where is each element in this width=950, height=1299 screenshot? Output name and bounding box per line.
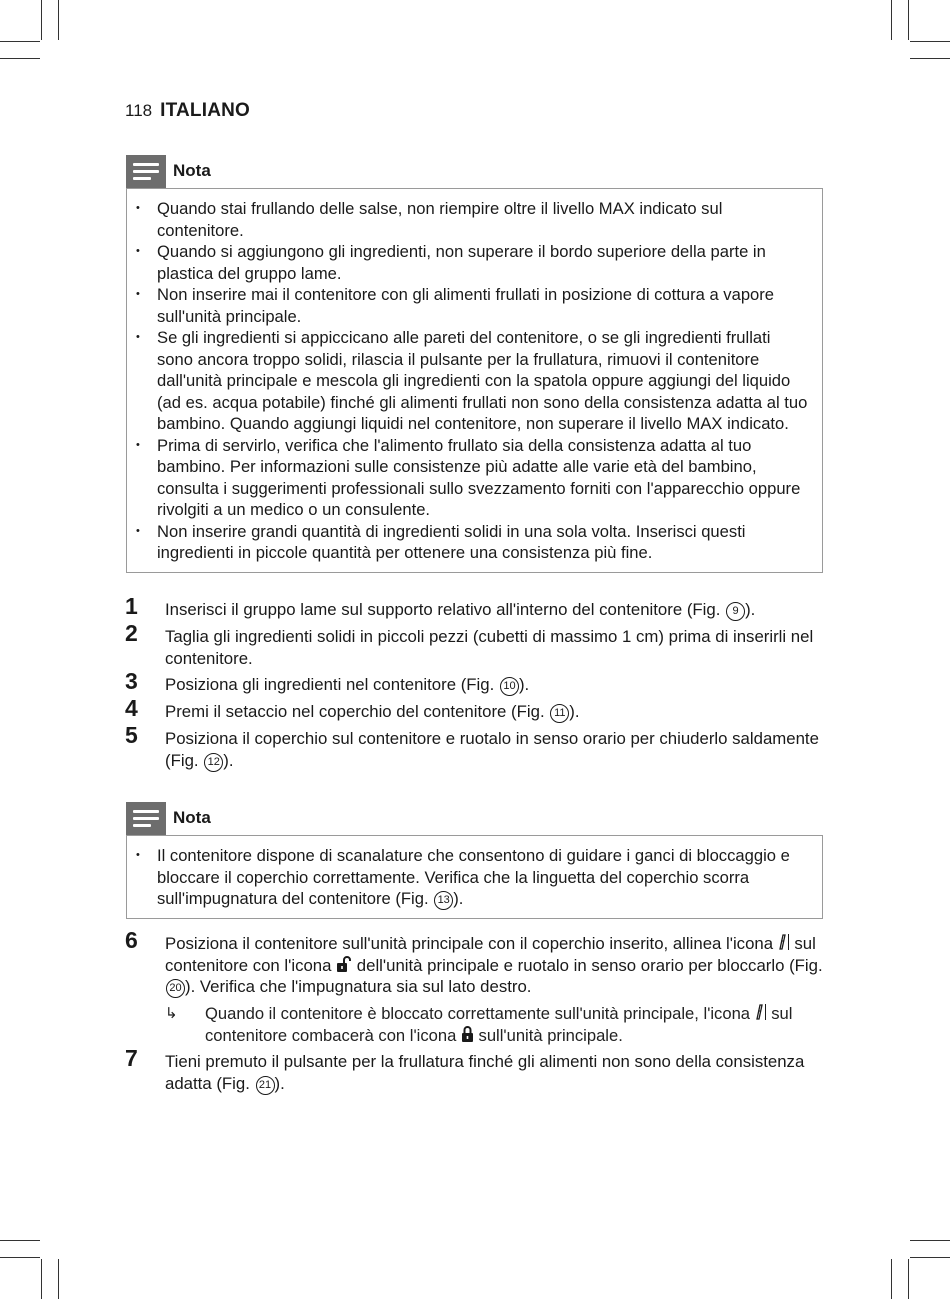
step-item [125,620,825,669]
crop-mark [910,1240,950,1241]
crop-mark [908,0,909,40]
step-text: Posiziona gli ingredienti nel contenitore (Fig. [165,675,499,694]
step-number: 7 [125,1045,138,1071]
page-header [125,100,250,122]
figure-ref: 13 [434,891,453,910]
step-item [125,927,825,998]
result-text: Quando il contenitore è bloccato correttamente sull'unità principale, l'icona [205,1004,755,1023]
unlock-icon [336,955,352,973]
step-number: 2 [125,620,138,646]
step-text: Premi il setaccio nel coperchio del contenitore (Fig. [165,702,550,721]
steps-list [125,927,825,1095]
step-number: 1 [125,593,138,619]
note-content [126,835,823,919]
figure-ref: 11 [550,704,569,723]
crop-mark [0,41,40,42]
step-text: Inserisci il gruppo lame sul supporto relativo all'interno del contenitore (Fig. [165,600,726,619]
note-icon [126,155,166,188]
step-text: ). Verifica che l'impugnatura sia sul lato destro. [185,977,532,996]
lock-icon [461,1025,474,1043]
result-arrow-icon: ↳ [165,1005,178,1022]
note-icon [126,802,166,835]
crop-mark [910,1257,950,1258]
list-item: • Quando stai frullando delle salse, non riempire oltre il livello MAX indicato sul contenitore. [157,198,808,241]
figure-ref: 21 [256,1076,275,1095]
crop-mark [0,1257,40,1258]
step-number: 3 [125,668,138,694]
step-text-end: ). [274,1073,285,1093]
figure-ref: 12 [204,753,223,772]
step-text: dell'unità principale e ruotalo in senso orario per bloccarlo (Fig. [352,955,823,975]
crop-mark [910,41,950,42]
step-text-end: ). [745,600,756,619]
step-text-end: ). [569,702,580,721]
crop-mark [41,1259,42,1299]
figure-ref: 10 [500,677,519,696]
note-list [157,198,808,564]
note-box [126,802,823,919]
crop-mark [891,1259,892,1299]
step-text: Posiziona il coperchio sul contenitore e ruotalo in senso orario per chiuderlo saldamente (Fig. [165,729,819,770]
note-title: Nota [173,808,211,827]
page-number: 118 [125,101,153,120]
step-text-end: ). [518,675,530,694]
step-item [125,1045,825,1095]
step-text: Posiziona il contenitore sull'unità principale con il coperchio inserito, allinea l'icona [165,934,778,953]
step-number: 5 [125,722,138,748]
section-language: ITALIANO [160,100,251,121]
list-item: • Se gli ingredienti si appiccicano alle pareti del contenitore, o se gli ingredienti frullati sono ancora troppo solidi, rilascia il pulsante per la frullatura, rimuovi il contenitore dall'unità principale e mescola gli ingredienti con la spatola oppure aggiungi del liquido (ad es. acqua potabile) finché gli alimenti frullati non sono della consistenza adatta al tuo bambino. Quando aggiungi liquidi nel contenitore, non superare il livello MAX indicato. [157,327,808,435]
step-item [125,593,825,621]
list-item [157,845,808,910]
step-number: 6 [125,927,138,953]
list-item: • Prima di servirlo, verifica che l'alimento frullato sia della consistenza adatta al tuo bambino. Per informazioni sulle consistenze più adatte alle varie età del bambino, consulta i suggerimenti professionali sullo svezzamento forniti con l'apparecchio oppure rivolgiti a un medico o un consulente. [157,435,808,521]
step-text: Taglia gli ingredienti solidi in piccoli pezzi (cubetti di massimo 1 cm) prima di inserirli nel contenitore. [165,627,814,668]
jar-align-icon [778,933,790,951]
note-list [157,845,808,910]
note-box [126,155,823,573]
step-item [125,722,825,772]
crop-mark [908,1259,909,1299]
steps-list [125,593,825,772]
result-text: sull'unità principale. [473,1025,623,1045]
list-item: • Quando si aggiungono gli ingredienti, non superare il bordo superiore della parte in plastica del gruppo lame. [157,241,808,284]
crop-mark [41,0,42,40]
step-item [125,668,825,696]
step-result [125,1003,825,1046]
figure-ref: 20 [166,979,185,998]
jar-align-icon [755,1003,767,1021]
list-item: • Non inserire grandi quantità di ingredienti solidi in una sola volta. Inserisci questi ingredienti in piccole quantità per ottenere una consistenza più fine. [157,521,808,564]
note-title: Nota [173,161,211,180]
crop-mark [0,58,40,59]
result-text: sul contenitore combacerà con l'icona [205,1004,793,1045]
step-text-end: ). [223,750,234,770]
crop-mark [910,58,950,59]
list-item: • Non inserire mai il contenitore con gli alimenti frullati in posizione di cottura a vapore sull'unità principale. [157,284,808,327]
note-header [126,155,823,188]
note-content [126,188,823,573]
step-text: sul contenitore con l'icona [165,934,816,975]
step-item [125,695,825,723]
crop-mark [58,0,59,40]
crop-mark [891,0,892,40]
note-text: Il contenitore dispone di scanalature che consentono di guidare i ganci di bloccaggio e bloccare il coperchio correttamente. Verifica che la linguetta del coperchio scorra sull'impugnatura del contenitore (Fig. [157,846,790,908]
step-number: 4 [125,695,138,721]
note-text-end: ). [453,889,464,908]
figure-ref: 9 [726,602,745,621]
step-text: Tieni premuto il pulsante per la frullatura finché gli alimenti non sono della consistenza adatta (Fig. [165,1052,805,1093]
crop-mark [58,1259,59,1299]
crop-mark [0,1240,40,1241]
note-header [126,802,823,835]
